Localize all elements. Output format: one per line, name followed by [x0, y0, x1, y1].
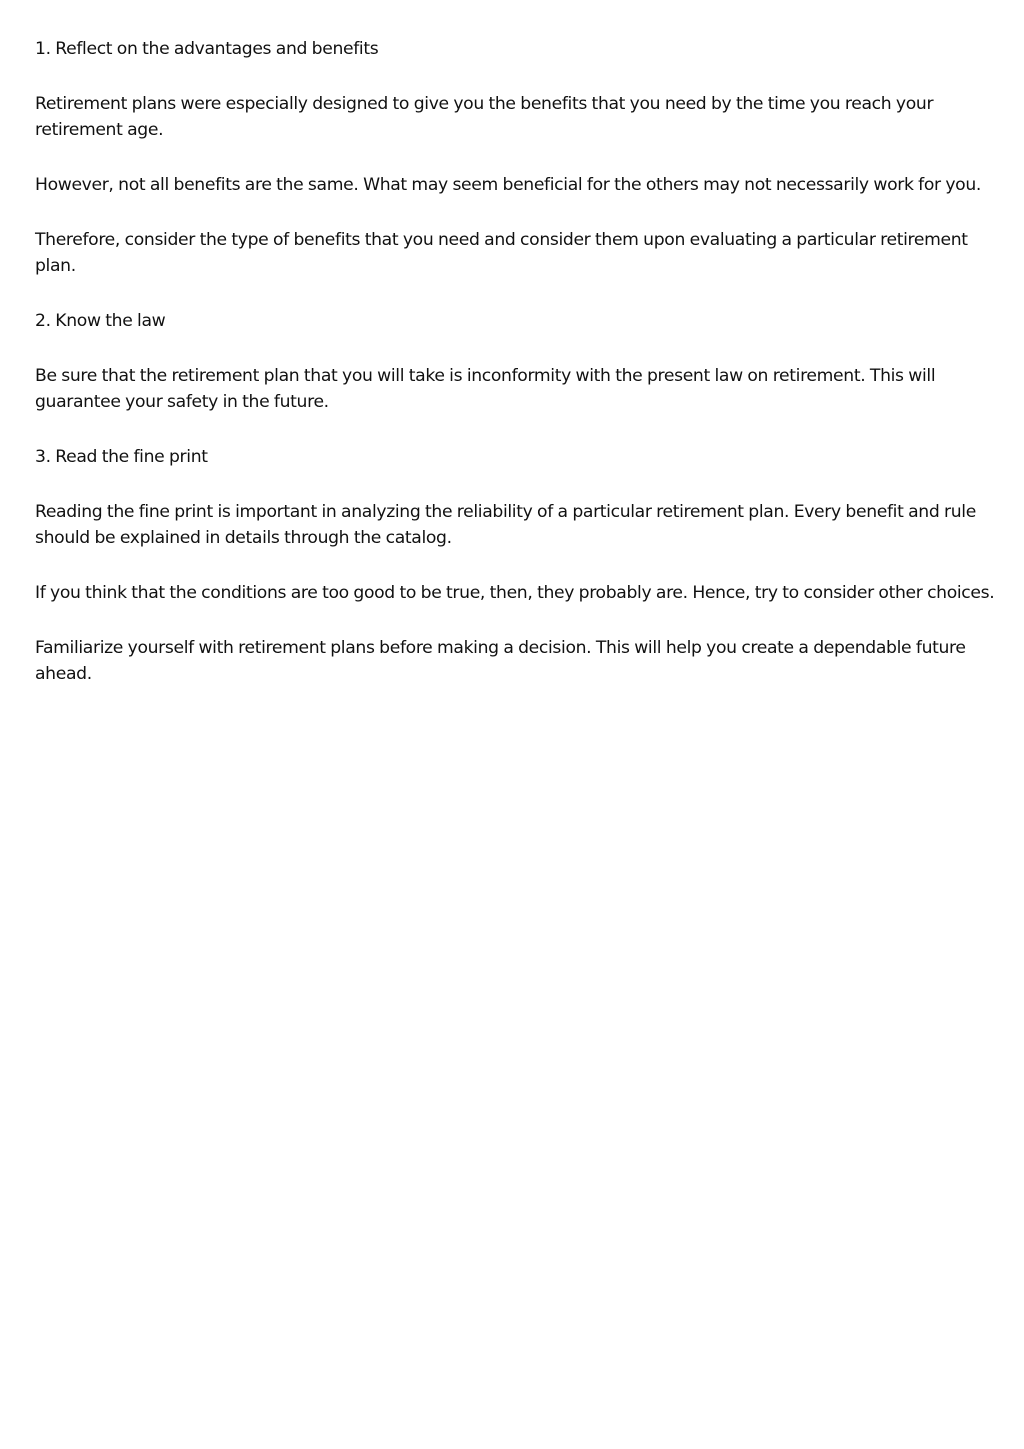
paragraph-retirement-plans-designed: Retirement plans were especially designed to give you the benefits that you need by the time you reach your retirement age.	[35, 94, 934, 140]
paragraph-reading-fine-print: Reading the fine print is important in analyzing the reliability of a particular retirement plan. Every benefit and rule should be explained in details through the catalog.	[35, 502, 976, 548]
paragraph-consider-benefits: Therefore, consider the type of benefits that you need and consider them upon evaluating a particular retirement plan.	[35, 230, 968, 276]
paragraph-familiarize-yourself: Familiarize yourself with retirement plans before making a decision. This will help you create a dependable future ahead.	[35, 638, 966, 684]
section-heading-law: 2. Know the law	[35, 311, 166, 331]
paragraph-conformity-with-law: Be sure that the retirement plan that you will take is inconformity with the present law on retirement. This will guarantee your safety in the future.	[35, 366, 936, 412]
paragraph-too-good-to-be-true: If you think that the conditions are too good to be true, then, they probably are. Hence, try to consider other choices.	[35, 583, 995, 603]
section-heading-benefits: 1. Reflect on the advantages and benefits	[35, 39, 379, 59]
section-heading-fine-print: 3. Read the fine print	[35, 447, 208, 467]
document-body	[35, 36, 995, 716]
paragraph-benefits-not-same: However, not all benefits are the same. What may seem beneficial for the others may not necessarily work for you.	[35, 175, 982, 195]
